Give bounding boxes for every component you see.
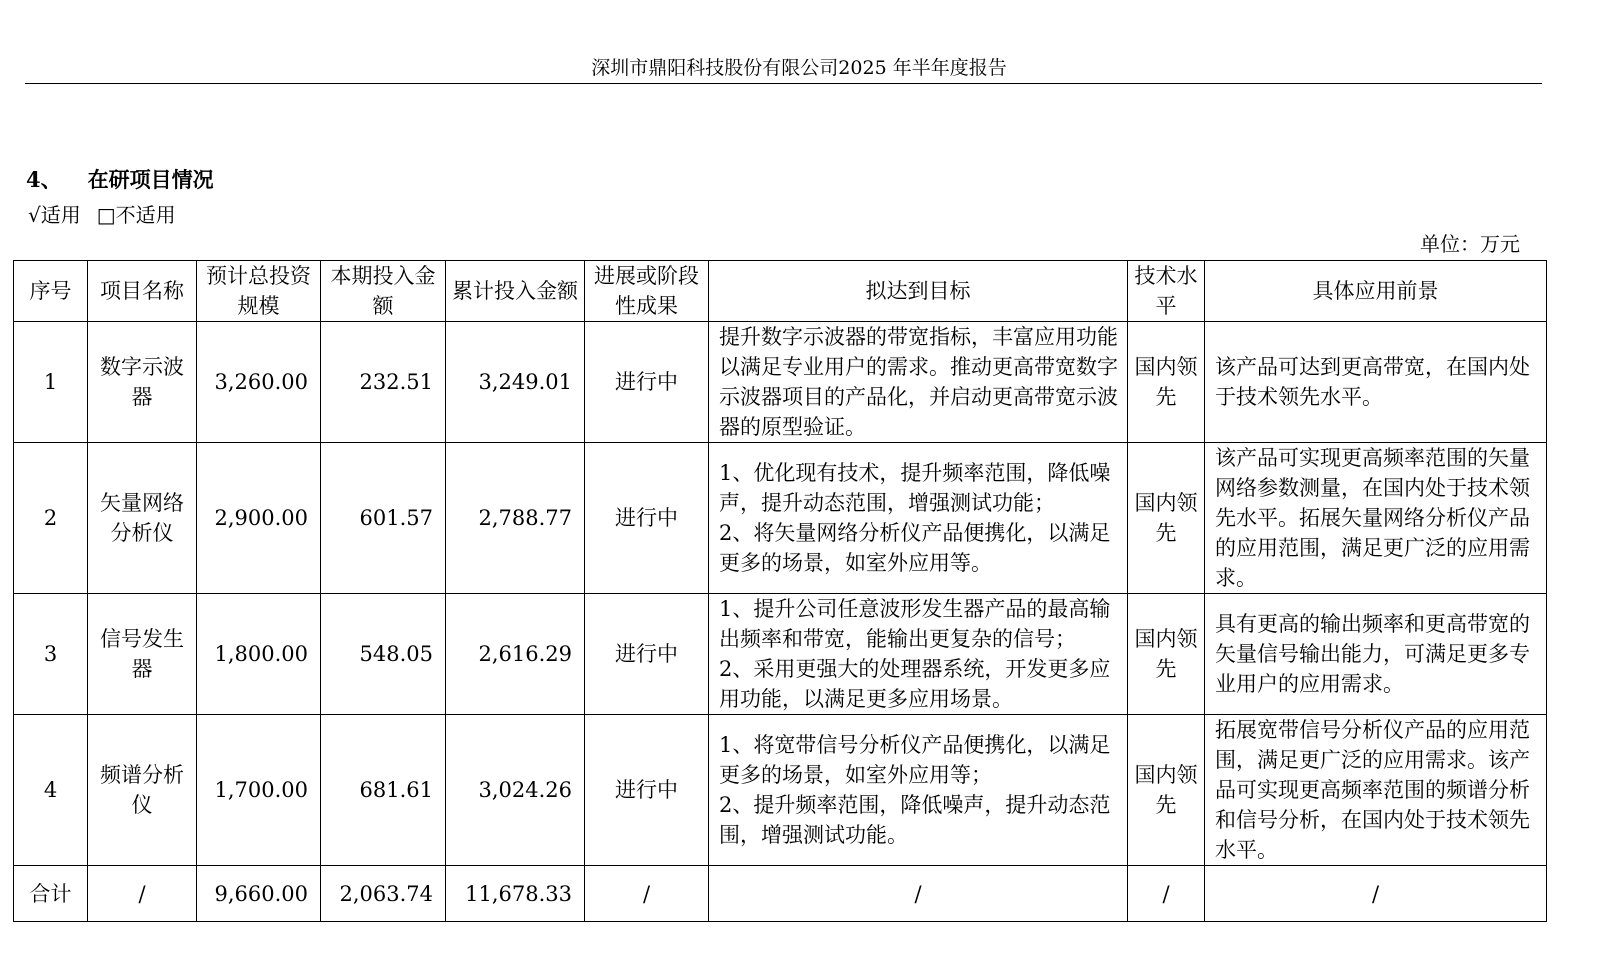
cell-prospect: 具有更高的输出频率和更高带宽的矢量信号输出能力，可满足更多专业用户的应用需求。 <box>1205 594 1547 715</box>
header-name: 项目名称 <box>88 261 197 322</box>
cell-cumulative-investment: 2,788.77 <box>446 443 585 594</box>
header-progress: 进展或阶段性成果 <box>585 261 709 322</box>
cell-current-investment: 601.57 <box>321 443 446 594</box>
cell-progress: 进行中 <box>585 322 709 443</box>
header-prospect: 具体应用前景 <box>1205 261 1547 322</box>
cell-prospect: 该产品可达到更高带宽，在国内处于技术领先水平。 <box>1205 322 1547 443</box>
not-applicable-option: □不适用 <box>96 203 176 227</box>
target-line: 2、提升频率范围，降低噪声，提升动态范围，增强测试功能。 <box>719 793 1111 847</box>
table-row <box>14 443 1547 594</box>
header-current-investment: 本期投入金额 <box>321 261 446 322</box>
cell-seq: 3 <box>14 594 88 715</box>
table-row <box>14 715 1547 866</box>
header-seq: 序号 <box>14 261 88 322</box>
cell-prospect: 拓展宽带信号分析仪产品的应用范围，满足更广泛的应用需求。该产品可实现更高频率范围的频谱分析和信号分析，在国内处于技术领先水平。 <box>1205 715 1547 866</box>
total-target: / <box>709 866 1128 922</box>
cell-total-investment: 2,900.00 <box>197 443 321 594</box>
cell-seq: 2 <box>14 443 88 594</box>
table-header-row <box>14 261 1547 322</box>
target-line: 2、采用更强大的处理器系统，开发更多应用功能，以满足更多应用场景。 <box>719 657 1111 711</box>
section-heading <box>26 167 214 193</box>
total-tech-level: / <box>1128 866 1205 922</box>
total-current-investment: 2,063.74 <box>321 866 446 922</box>
header-tech-level: 技术水平 <box>1128 261 1205 322</box>
total-label: 合计 <box>14 866 88 922</box>
cell-name: 数字示波器 <box>88 322 197 443</box>
cell-total-investment: 1,700.00 <box>197 715 321 866</box>
target-line: 2、将矢量网络分析仪产品便携化，以满足更多的场景，如室外应用等。 <box>719 521 1111 575</box>
cell-tech-level: 国内领先 <box>1128 443 1205 594</box>
header-divider <box>25 83 1542 84</box>
applicability-options <box>28 202 176 228</box>
cell-name: 信号发生器 <box>88 594 197 715</box>
cell-target <box>709 594 1128 715</box>
cell-total-investment: 1,800.00 <box>197 594 321 715</box>
cell-name: 频谱分析仪 <box>88 715 197 866</box>
total-progress: / <box>585 866 709 922</box>
target-line: 1、优化现有技术，提升频率范围，降低噪声，提升动态范围，增强测试功能； <box>719 461 1111 515</box>
cell-prospect: 该产品可实现更高频率范围的矢量网络参数测量，在国内处于技术领先水平。拓展矢量网络分析仪产品的应用范围，满足更广泛的应用需求。 <box>1205 443 1547 594</box>
cell-progress: 进行中 <box>585 443 709 594</box>
cell-current-investment: 232.51 <box>321 322 446 443</box>
total-name: / <box>88 866 197 922</box>
table-row <box>14 322 1547 443</box>
cell-current-investment: 681.61 <box>321 715 446 866</box>
section-title: 在研项目情况 <box>87 167 214 192</box>
cell-tech-level: 国内领先 <box>1128 594 1205 715</box>
report-header-title: 深圳市鼎阳科技股份有限公司2025 年半年度报告 <box>591 57 1007 79</box>
header-target: 拟达到目标 <box>709 261 1128 322</box>
unit-label: 单位：万元 <box>1420 232 1520 256</box>
cell-cumulative-investment: 3,249.01 <box>446 322 585 443</box>
target-line: 1、将宽带信号分析仪产品便携化，以满足更多的场景，如室外应用等； <box>719 733 1111 787</box>
cell-tech-level: 国内领先 <box>1128 322 1205 443</box>
cell-total-investment: 3,260.00 <box>197 322 321 443</box>
target-line: 1、提升公司任意波形发生器产品的最高输出频率和带宽，能输出更复杂的信号； <box>719 597 1111 651</box>
cell-progress: 进行中 <box>585 715 709 866</box>
cell-cumulative-investment: 3,024.26 <box>446 715 585 866</box>
table-row <box>14 594 1547 715</box>
header-total-investment: 预计总投资规模 <box>197 261 321 322</box>
cell-target <box>709 443 1128 594</box>
cell-name: 矢量网络分析仪 <box>88 443 197 594</box>
total-cumulative-investment: 11,678.33 <box>446 866 585 922</box>
cell-current-investment: 548.05 <box>321 594 446 715</box>
projects-table <box>13 260 1547 922</box>
cell-target <box>709 715 1128 866</box>
header-cumulative-investment: 累计投入金额 <box>446 261 585 322</box>
total-total-investment: 9,660.00 <box>197 866 321 922</box>
cell-progress: 进行中 <box>585 594 709 715</box>
section-number: 4、 <box>26 167 62 192</box>
cell-seq: 4 <box>14 715 88 866</box>
cell-seq: 1 <box>14 322 88 443</box>
applicable-option: √适用 <box>28 203 81 227</box>
cell-target: 提升数字示波器的带宽指标，丰富应用功能以满足专业用户的需求。推动更高带宽数字示波器项目的产品化，并启动更高带宽示波器的原型验证。 <box>709 322 1128 443</box>
total-prospect: / <box>1205 866 1547 922</box>
table-total-row <box>14 866 1547 922</box>
cell-cumulative-investment: 2,616.29 <box>446 594 585 715</box>
cell-tech-level: 国内领先 <box>1128 715 1205 866</box>
